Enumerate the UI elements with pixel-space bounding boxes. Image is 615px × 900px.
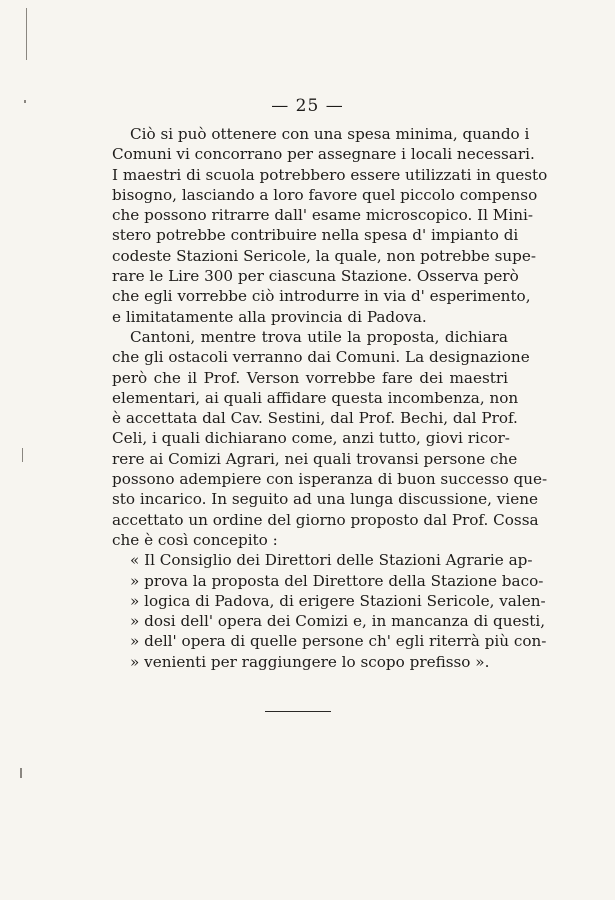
text-line: rare le Lire 300 per ciascuna Stazione. Osserva però [112, 267, 519, 286]
quote-line: « Il Consiglio dei Direttori delle Stazioni Agrarie ap- [130, 551, 533, 570]
binding-mark [26, 8, 27, 60]
text-line: è accettata dal Cav. Sestini, dal Prof. Bechi, dal Prof. [112, 409, 518, 428]
paragraph [112, 124, 548, 327]
text-line: però che il Prof. Verson vorrebbe fare dei maestri [112, 368, 508, 387]
text-line: che egli vorrebbe ciò introdurre in via d' esperimento, [112, 287, 531, 306]
text-line: bisogno, lasciando a loro favore quel piccolo compenso [112, 185, 538, 204]
quote-line: » prova la proposta del Direttore della Stazione baco- [130, 571, 544, 590]
quote-line: » venienti per raggiungere lo scopo prefisso ». [130, 652, 490, 671]
text-line: Comuni vi concorrano per assegnare i locali necessari. [112, 145, 535, 164]
text-line: Cantoni, mentre trova utile la proposta, dichiara [130, 327, 508, 346]
page-number: — 25 — [271, 96, 344, 116]
text-line: I maestri di scuola potrebbero essere utilizzati in questo [112, 165, 548, 184]
text-line: sto incarico. In seguito ad una lunga discussione, viene [112, 490, 538, 509]
paragraph [112, 327, 548, 550]
text-line: rere ai Comizi Agrari, nei quali trovansi persone che [112, 449, 518, 468]
text-line: che è così concepito : [112, 530, 278, 549]
text-line: e limitatamente alla provincia di Padova. [112, 307, 427, 326]
quote-line: » dell' opera di quelle persone ch' egli riterrà più con- [130, 632, 547, 651]
text-line: accettato un ordine del giorno proposto dal Prof. Cossa [112, 510, 539, 529]
text-line: stero potrebbe contribuire nella spesa d' impianto di [112, 226, 519, 245]
text-line: Ciò si può ottenere con una spesa minima, quando i [130, 125, 530, 143]
text-line: che possono ritrarre dall' esame microscopico. Il Mini- [112, 206, 533, 225]
text-line: possono adempiere con isperanza di buon successo que- [112, 470, 548, 489]
quote-line: » logica di Padova, di erigere Stazioni Sericole, valen- [130, 591, 546, 610]
text-line: codeste Stazioni Sericole, la quale, non potrebbe supe- [112, 246, 536, 265]
binding-mark [20, 768, 22, 778]
quote-line: » dosi dell' opera dei Comizi e, in mancanza di questi, [130, 612, 546, 631]
quotation [112, 550, 547, 672]
text-line: che gli ostacoli verranno dai Comuni. La designazione [112, 348, 530, 367]
body-text [112, 124, 548, 672]
text-line: elementari, ai quali affidare questa incombenza, non [112, 388, 519, 407]
text-line: Celi, i quali dichiarano come, anzi tutto, giovi ricor- [112, 429, 510, 448]
binding-mark [22, 448, 23, 462]
section-divider [265, 711, 331, 712]
